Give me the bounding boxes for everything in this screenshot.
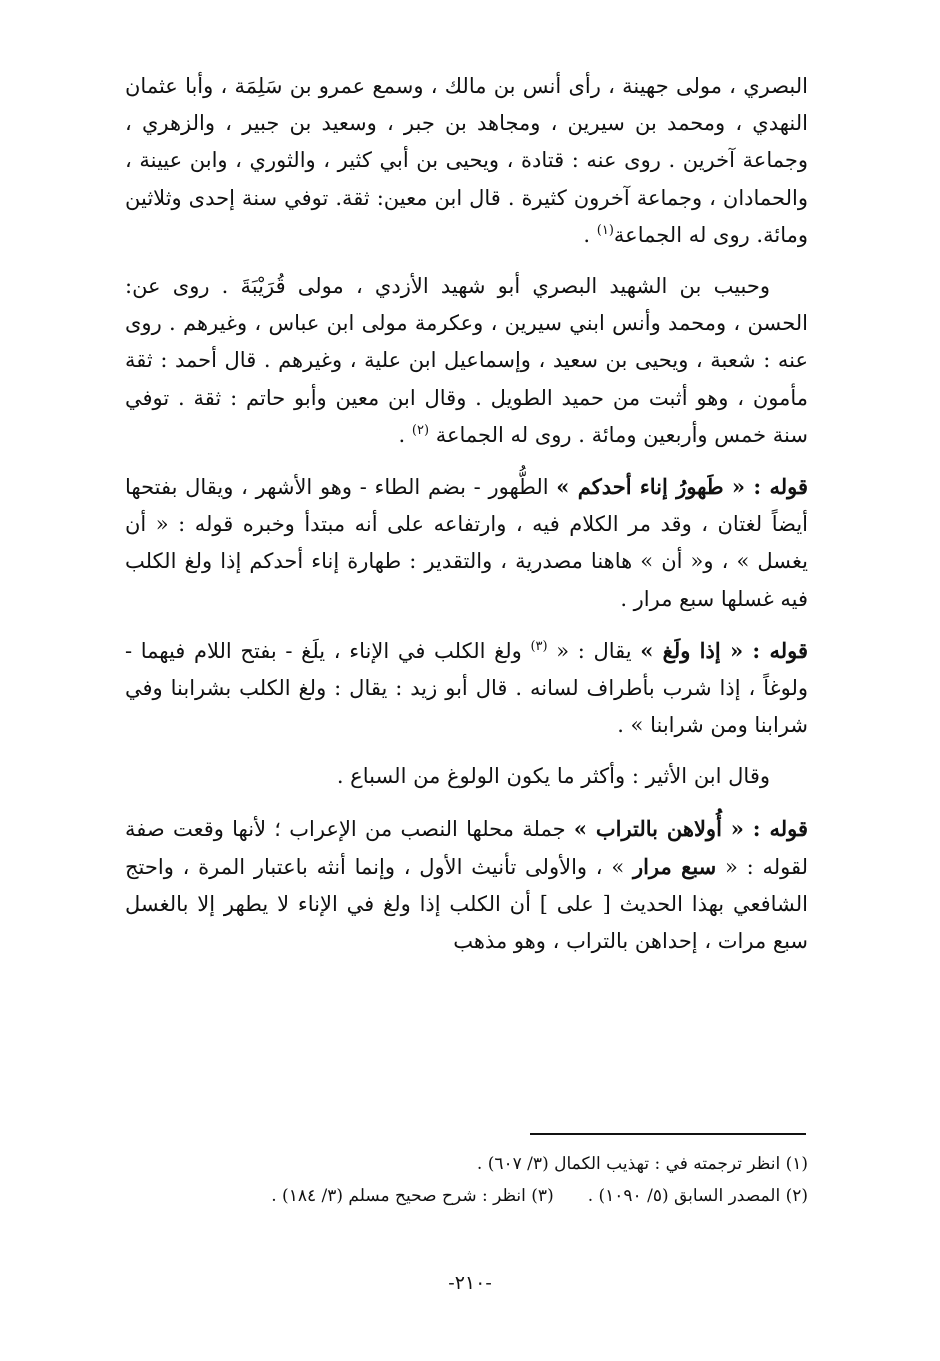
paragraph-3-text: الطُّهور - بضم الطاء - وهو الأشهر ، ويقال بفتحها أيضاً لغتان ، وقد مر الكلام فيه ، وارتفاعه على أنه مبتدأ وخبره قوله : « أن يغسل » ، و« أن » هاهنا مصدرية ، والتقدير : طهارة إناء أحدكم إذا ولغ الكلب فيه غسلها سبع مرار . [125,475,808,611]
paragraph-4-text-b: ولغ الكلب في الإناء ، يلَغ - بفتح اللام فيهما - ولوغاً ، إذا شرب بأطراف لسانه . قال أبو زيد : يقال : ولغ الكلب بشرابنا وفي شرابنا ومن شرابنا » . [125,638,808,738]
paragraph-6-mid: سبع مرار [632,853,717,879]
paragraph-2-text: وحبيب بن الشهيد البصري أبو شهيد الأزدي ، مولى قُرَيْبَةَ . روى عن: الحسن ، ومحمد وأنس ابني سيرين ، وعكرمة مولى ابن عباس ، وغيرهم . روى عنه : شعبة ، ويحيى بن سعيد ، وإسماعيل ابن علية ، وغيرهم . قال أحمد : ثقة مأمون ، وهو أثبت من حميد الطويل . وقال ابن معين وأبو حاتم : ثقة . توفي سنة خمس وأربعين ومائة . روى له الجماعة [125,274,808,447]
footnotes [125,1148,808,1212]
footnote-ref-2[interactable]: (٢) [411,422,430,438]
paragraph-3-lead: قوله : « طَهورُ إناء أحدكم » [556,474,808,500]
paragraph-5 [125,758,808,795]
footnote-1: (١) انظر ترجمته في : تهذيب الكمال (٣/ ٦٠٧) . [476,1154,808,1174]
paragraph-4-text-a: يقال : « [547,638,641,663]
paragraph-1-tail: . [583,222,597,247]
footnote-3: (٣) انظر : شرح صحيح مسلم (٣/ ١٨٤) . [271,1186,554,1206]
paragraph-6-text-b: » ، والأولى تأنيث الأول ، وإنما أنثه باعتبار المرة ، واحتج الشافعي بهذا الحديث [ على ] أن الكلب إذا ولغ في الإناء لا يطهر إلا بالغسل سبع مرات ، إحداهن بالتراب ، وهو مذهب [125,854,808,954]
footnote-ref-1[interactable]: (١) [596,222,614,238]
footnote-separator [530,1133,806,1135]
paragraph-4 [125,632,808,745]
paragraph-2 [125,268,808,454]
paragraph-5-text: وقال ابن الأثير : وأكثر ما يكون الولوغ من السباع . [336,764,770,789]
paragraph-6-text-a: جملة محلها النصب من الإعراب ؛ لأنها وقعت صفة لقوله : « [125,816,808,879]
paragraph-4-lead: قوله : « إذا ولَغ » [640,637,808,663]
paragraph-2-tail: . [398,422,412,447]
paragraph-1-text: البصري ، مولى جهينة ، رأى أنس بن مالك ، وسمع عمرو بن سَلِمَة ، وأبا عثمان النهدي ، ومحمد بن سيرين ، ومجاهد بن جبر ، وسعيد بن جبير ، والزهري ، وجماعة آخرين . روى عنه : قتادة ، ويحيى بن أبي كثير ، والثوري ، وابن عيينة ، والحمادان ، وجماعة آخرون كثيرة . قال ابن معين: ثقة. توفي سنة إحدى وثلاثين ومائة. روى له الجماعة [125,74,808,247]
paragraph-1 [125,68,808,254]
page-number: -٢١٠- [448,1272,492,1294]
footnote-2: (٢) المصدر السابق (٥/ ١٠٩٠) . [587,1186,808,1206]
page-body [125,68,808,974]
paragraph-3 [125,468,808,618]
footnote-ref-3[interactable]: (٣) [530,638,548,654]
paragraph-6 [125,810,808,961]
paragraph-6-lead: قوله : « أُولاهن بالتراب » [573,815,808,841]
footnote-row-2 [125,1180,808,1212]
